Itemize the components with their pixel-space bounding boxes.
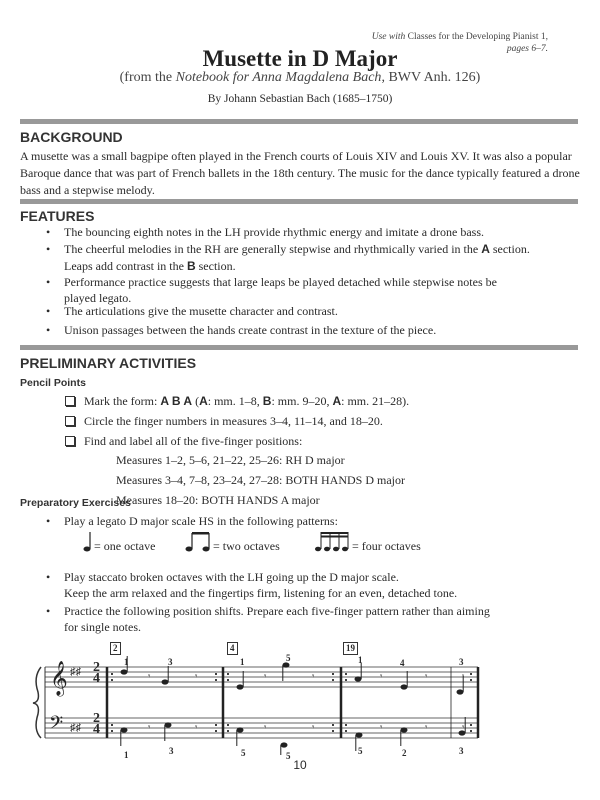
- eighth-rest: 𝄾: [195, 722, 198, 732]
- note-head: [237, 684, 244, 689]
- eighth-rest: 𝄾: [264, 671, 267, 681]
- use-with-note: Use with Classes for the Developing Pianist 1, pages 6–7.: [371, 32, 548, 54]
- repeat-dot: [215, 724, 217, 726]
- lh-finger: 5: [358, 746, 363, 756]
- note-head: [356, 732, 363, 737]
- exercise-item-cont: for single notes.: [64, 620, 141, 634]
- feature-item: • The articulations give the musette character and contrast.: [64, 303, 338, 320]
- repeat-dot: [215, 679, 217, 681]
- eighth-rest: 𝄾: [148, 671, 151, 681]
- background-heading: BACKGROUND: [20, 129, 123, 145]
- note-head: [401, 684, 408, 689]
- repeat-dot: [332, 730, 334, 732]
- pattern-label: = one octave: [94, 539, 156, 553]
- byline: By Johann Sebastian Bach (1685–1750): [207, 93, 393, 105]
- preparatory-heading: Preparatory Exercises: [20, 497, 131, 509]
- repeat-dot: [227, 679, 229, 681]
- lh-finger: 5: [286, 751, 291, 761]
- note-head: [355, 676, 362, 681]
- measure-number: 19: [343, 642, 358, 655]
- repeat-dot: [470, 724, 472, 726]
- note-head: [401, 727, 408, 732]
- eighth-rest: 𝄾: [312, 722, 315, 732]
- exercise-item: • Practice the following position shifts. Prepare each five-finger pattern rather than aiming: [64, 603, 490, 620]
- checklist-item[interactable]: Find and label all of the five-finger positions:: [84, 433, 302, 450]
- exercise-item: • Play staccato broken octaves with the LH going up the D major scale.: [64, 569, 399, 586]
- rh-finger: 1: [240, 657, 245, 667]
- repeat-dot: [111, 730, 113, 732]
- lh-finger: 3: [459, 746, 464, 756]
- feature-item-cont: Leaps add contrast in the B section.: [64, 259, 236, 273]
- note-head: [162, 679, 169, 684]
- note-head: [121, 669, 128, 674]
- feature-item: • The cheerful melodies in the RH are generally stepwise and rhythmically varied in the A section.: [64, 241, 530, 258]
- divider: [20, 119, 578, 124]
- eighth-notes-icon: [184, 530, 214, 554]
- repeat-dot: [332, 673, 334, 675]
- repeat-dot: [470, 679, 472, 681]
- checkbox[interactable]: [65, 436, 75, 446]
- pencil-points-heading: Pencil Points: [20, 377, 86, 389]
- position-line: Measures 3–4, 7–8, 23–24, 27–28: BOTH HANDS D major: [116, 473, 405, 487]
- repeat-dot: [227, 724, 229, 726]
- repeat-dot: [470, 673, 472, 675]
- key-signature: ♯♯: [70, 722, 81, 734]
- preliminary-heading: PRELIMINARY ACTIVITIES: [20, 355, 197, 371]
- features-heading: FEATURES: [20, 208, 95, 224]
- divider: [20, 345, 578, 350]
- brace: [33, 667, 41, 738]
- background-text: A musette was a small bagpipe often played in the French courts of Louis XIV and Louis XV. It was also a popular Baroque dance that was part of French ballets in the 18th century. The music for the dance typically featured a drone bass and a stepwise melody.: [20, 149, 580, 197]
- checklist-item[interactable]: Circle the finger numbers in measures 3–4, 11–14, and 18–20.: [84, 413, 383, 430]
- repeat-dot: [345, 730, 347, 732]
- eighth-rest: 𝄾: [380, 671, 383, 681]
- repeat-dot: [345, 679, 347, 681]
- repeat-dot: [215, 730, 217, 732]
- repeat-dot: [470, 730, 472, 732]
- rh-finger: 1: [358, 655, 363, 665]
- key-signature: ♯♯: [70, 666, 81, 678]
- feature-item-cont: played legato.: [64, 291, 132, 305]
- page-number: 10: [293, 758, 307, 772]
- repeat-dot: [227, 673, 229, 675]
- time-signature-bottom: 2 4: [93, 711, 100, 737]
- eighth-rest: 𝄾: [264, 722, 267, 732]
- eighth-rest: 𝄾: [462, 671, 465, 681]
- eighth-rest: 𝄾: [148, 722, 151, 732]
- feature-item: • The bouncing eighth notes in the LH provide rhythmic energy and imitate a drone bass.: [64, 224, 484, 241]
- note-head: [457, 689, 464, 694]
- pattern-label: = four octaves: [352, 539, 421, 553]
- repeat-dot: [345, 724, 347, 726]
- eighth-rest: 𝄾: [425, 722, 428, 732]
- checkbox[interactable]: [65, 416, 75, 426]
- treble-clef: 𝄞: [50, 662, 68, 695]
- repeat-dot: [332, 679, 334, 681]
- measure-number: 4: [227, 642, 238, 655]
- exercise-item: • Play a legato D major scale HS in the following patterns:: [64, 513, 338, 530]
- grand-staff: [0, 640, 600, 755]
- position-line: Measures 18–20: BOTH HANDS A major: [116, 493, 320, 507]
- repeat-dot: [345, 673, 347, 675]
- time-signature-top: 2 4: [93, 660, 100, 686]
- repeat-dot: [111, 679, 113, 681]
- note-head: [281, 742, 288, 747]
- bass-clef: 𝄢: [49, 712, 64, 737]
- checklist-item[interactable]: Mark the form: A B A (A: mm. 1–8, B: mm. 9–20, A: mm. 21–28).: [84, 393, 409, 410]
- sixteenth-notes-icon: [314, 530, 354, 554]
- repeat-dot: [332, 724, 334, 726]
- eighth-rest: 𝄾: [380, 722, 383, 732]
- note-head: [237, 727, 244, 732]
- repeat-dot: [227, 730, 229, 732]
- lh-finger: 1: [124, 750, 129, 760]
- subtitle: (from the Notebook for Anna Magdalena Bach, BWV Anh. 126): [119, 70, 481, 85]
- rh-finger: 3: [168, 657, 173, 667]
- eighth-rest: 𝄾: [312, 671, 315, 681]
- repeat-dot: [111, 673, 113, 675]
- repeat-dot: [111, 724, 113, 726]
- feature-item: • Performance practice suggests that large leaps be played detached while stepwise notes be: [64, 274, 497, 291]
- eighth-rest: 𝄾: [195, 671, 198, 681]
- music-excerpt: [0, 640, 600, 761]
- measure-number: 2: [110, 642, 121, 655]
- rh-finger: 1: [124, 657, 129, 667]
- page-title: Musette in D Major: [202, 46, 398, 71]
- exercise-item-cont: Keep the arm relaxed and the fingertips firm, listening for an even, detached tone.: [64, 586, 458, 600]
- rh-finger: 3: [459, 657, 464, 667]
- rh-finger: 5: [286, 653, 291, 663]
- feature-item: • Unison passages between the hands create contrast in the texture of the piece.: [64, 322, 436, 339]
- repeat-dot: [215, 673, 217, 675]
- pattern-label: = two octaves: [213, 539, 280, 553]
- eighth-rest: 𝄾: [462, 722, 465, 732]
- divider: [20, 199, 578, 204]
- eighth-rest: 𝄾: [425, 671, 428, 681]
- note-head: [165, 722, 172, 727]
- note-head: [283, 662, 290, 667]
- position-line: Measures 1–2, 5–6, 21–22, 25–26: RH D major: [116, 453, 345, 467]
- note-head: [121, 727, 128, 732]
- rh-finger: 4: [400, 658, 405, 668]
- lh-finger: 3: [169, 746, 174, 756]
- checkbox[interactable]: [65, 396, 75, 406]
- lh-finger: 2: [402, 748, 407, 758]
- lh-finger: 5: [241, 748, 246, 758]
